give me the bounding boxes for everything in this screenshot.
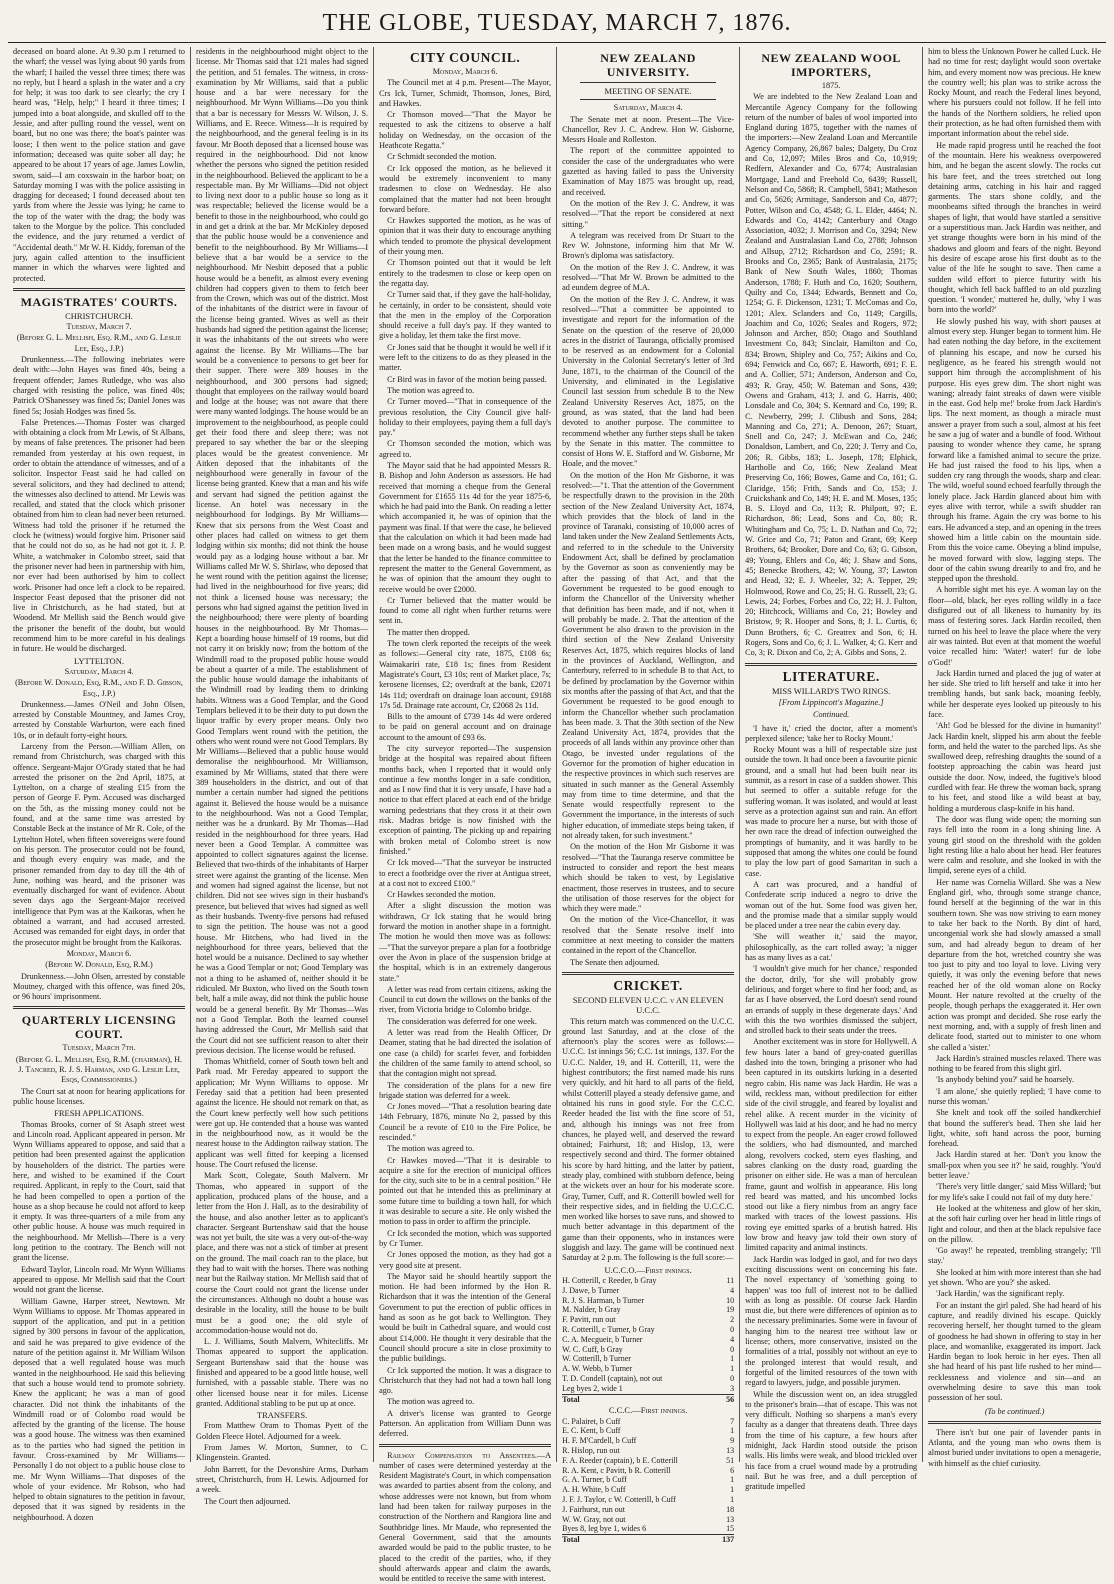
article-paragraph: After a slight discussion the motion was withdrawn, Cr Ick stating that he would bring forward the motion in another shape in a fortnight. The motion he would then move was as follows:—"That the surveyor prepare a plan for a footbridge over the Avon in place of the suspension bridge at the hospital, which is in an extremely dangerous state." xyxy=(379,901,552,983)
article-paragraph: 'I wouldn't give much for her chance,' responded the doctor, drily, 'for she will probably grow delirious, and forget where to find her food; and, as far as I have observed, the Lord doesn't send round an errands of supply in these degenerate days.' And with this the two worthies dismissed the subject, and strolled back to their seats under the trees. xyxy=(745,964,918,1036)
divider xyxy=(13,1006,185,1009)
article-paragraph: A cart was procured, and a handful of Confederate scrip induced a negro to drive the woman out of the hut. Some food was given her, and the promise made that a similar supply would be placed under a tree near the cabin every day. xyxy=(745,879,918,931)
column-6 xyxy=(923,47,1106,1468)
article-paragraph: Cr Hawkes moved—"That it is desirable to acquire a site for the erection of municipal offices for the city, such site to be in a central position." He pointed out that he intended this as preliminary at some future time to building a town hall, for which it was desirable to secure a site. He only wished the motion to pass in order to affirm the principle. xyxy=(379,1155,552,1227)
meeting-of-senate-subheading: MEETING OF SENATE. xyxy=(604,86,692,96)
article-paragraph: Thomas Brooks, corner of St Asaph street west and Lincoln road. Applicant appeared in person. Mr Wynn Williams appeared to oppose, and said that a petition had been presented against the application by householders of the district. The parties were here, and wished to be examined if the Court required. Applicant, in reply to the Court, said that he had been compelled to open a portion of the house as a shop because he could not afford to keep it empty. It was three-quarters of a mile from any other public house. A house was much required in the neighbourhood. Mr Mellish—There is a very long petition to the contrary. The Bench will not grant the license. xyxy=(13,1119,186,1263)
christchurch-subheading: CHRISTCHURCH. xyxy=(65,310,133,321)
story-source: [From Lippincott's Magazine.] xyxy=(778,696,884,707)
article-paragraph: For an instant the girl paled. She had heard of his capture, and readily divined his escape. Quickly recovering herself, her thought turned to the gleam of goodness he had shown in offering to stay in her place, and womanlike, exaggerated its import. Jack Hardin began to look heroic in her eyes. Then all she had heard of his past life rushed to her mind—recklessness and violence and sin—and an overwhelming desire to save this man took possession of her soul. xyxy=(928,1300,1102,1403)
article-paragraph: The consideration was deferred for one week. xyxy=(387,1016,537,1026)
quarterly-bench: (Before G. L. Mellish, Esq, R.M. (chairman), H. J. Tancred, R. J. S. Harman, and G. Leslie Lee, Esqs, Commissioners.) xyxy=(15,1054,183,1085)
article-paragraph: Her name was Cornelia Willard. She was a New England girl, who, through some strange chance, found herself at the beginning of the war in this southern town. She was now striving to earn money to take her back to the North. By dint of hard, uncongenial work she had slowly amassed a small sum, and had already begun to dream of her departure from the hot, wretched country she was too just to pity and too loyal to love. Living very quietly, it was only the evening before that news reached her of the old woman alone on Rocky Mount. Her nature revolted at the cruelty of the people, though perhaps the exaggerated it. Her own action was prompt and decided. She rose early the next morning, and, with a supply of fresh linen and delicate food, started out to minister to one whom she called a 'sister.' xyxy=(928,877,1102,1052)
article-paragraph: The city surveyor reported—The suspension bridge at the hospital was repaired about fifteen months back, when I reported that it would only continue a few months longer in a safe condition, and as I now find that it is very unsafe, I have had a notice to that effect placed at each end of the bridge warning pedestrians that they cross it at their own risk. Madras bridge is now finished with the exception of painting. The picking up and repairing with broken metal of Colombo street is now finished." xyxy=(379,744,552,856)
article-paragraph: Cr Ick supported the motion. It was a disgrace to Christchurch that they had not had a town hall long ago. xyxy=(379,1365,552,1396)
continued-label: Continued. xyxy=(813,710,850,720)
article-paragraph: A letter was read from certain citizens, asking the Council to cut down the willows on the banks of the river, from Victoria bridge to Colombo bridge. xyxy=(379,984,552,1015)
article-paragraph: The Mayor said he should heartily support the motion. He had been informed by the Hon R. Richardson that it was the intention of the General Government to put the erection of public offices in hand as soon as he got back to Wellington. They would be built in Cathedral square, and would cost about £14,000. He thought it very desirable that the Council should procure a site in close proximity to the public buildings. xyxy=(379,1271,552,1364)
article-paragraph: There isn't but one pair of lavender pants in Atlanta, and the young man who owns them is almost buried under invitations to open a menagerie, with himself as the chief curiosity. xyxy=(928,1427,1102,1468)
article-paragraph: Cr Turner moved—"That in consequence of the previous resolution, the City Council give half-holiday to their employees, paying them a full day's pay." xyxy=(379,397,552,438)
city-council-heading: CITY COUNCIL. xyxy=(409,50,521,65)
article-paragraph: False Pretences.—Thomas Foster was charged with obtaining a clock from Mr Lewis, of St Albans, by means of false pretences. The prisoner had been remanded from yesterday at his own request, in order to obtain the attendance of witnesses, and of a solicitor. Inspector Feast said he had called on several solicitors, and they had declined to attend; the witnesses also declined to attend. Mr Lewis was recalled, and stated that the clock which prisoner obtained from him to clean had never been returned. Witness had told the prisoner if he returned the clock he (witness) would forgive him. Prisoner said that he could not do so, as he had not got it. J. P. White, a watchmaker in Colombo street, said that the prisoner never had been in partnership with him, nor ever had been authorised by him to collect work. Prisoner had once left a clock to be repaired. Inspector Feast deposed that the prisoner did not live in Christchurch, as he had stated, but at Woodend. Mr Mellish said the Bench would give the prisoner the benefit of the doubt, but would recommend him to be more careful in his dealings in future. He would be discharged. xyxy=(13,417,186,654)
article-paragraph: The Court sat at noon for hearing applications for public house licenses. xyxy=(13,1086,186,1106)
score-row: W. W. Gray, not out 13 xyxy=(562,1514,735,1524)
article-paragraph: Larceny from the Person.—William Allen, on remand from Christchurch, was charged with this offence. Sergeant-Major O'Grady stated that he had arrested the prisoner on the 2nd April, 1875, at Lyttelton, on a charge of stealing £15 from the person of George F. Pym. Accused was discharged on the 5th, as the missing money could not be found, and at the same time was arrested by Constable Beck at the instance of Mr R. Cole, of the Lyttelton Hotel, when fifteen sovereigns were found on his person. The prosecutor could not be found, and though every enquiry was made, and the prisoner remanded from day to day till the 4th of June, nothing was heard, and the prisoner was eventually discharged for want of evidence. About seven days ago the Sergeant-Major received intelligence that Pym was at the Kaikoras, when he obtained a warrant, and had accused arrested. Accused was remanded for eight days, in order that the prosecutor might be brought from the Kaikoras. xyxy=(13,742,186,947)
score-row: F. Pavitt, run out 2 xyxy=(562,1315,735,1325)
masthead: THE GLOBE, TUESDAY, MARCH 7, 1876. xyxy=(8,6,1106,43)
score-row: G. A. Turner, b Cuff 1 xyxy=(562,1475,735,1485)
article-paragraph: Jack Hardin's strained muscles relaxed. There was nothing to be feared from this slight girl. xyxy=(928,1053,1102,1074)
divider xyxy=(580,82,716,83)
ccc-innings-subheading: C.C.C.—First innings. xyxy=(608,1405,688,1416)
score-row: F. A. Reeder (captain), b E. Cotterill 51 xyxy=(562,1455,735,1465)
article-paragraph: The Court then adjourned. xyxy=(204,1496,291,1506)
score-row: Leg byes 2, wide 1 3 xyxy=(562,1383,735,1393)
article-paragraph: Drunkenness.—The following inebriates were dealt with:—John Hayes was fined 40s, being a frequent offender; James Rutledge, who was also charged with resisting the police, was fined 40s; Patrick O'Shanessey was fined 5s; Daniel Jones was fined 5s; Josiah Hodges was fined 5s. xyxy=(13,355,186,416)
article-paragraph: On the motion of the Rev J. C. Andrew, it was resolved—"That a committee be appointed to investigate and report for the information of the Senate on the question of the reserve of 20,000 acres in the district of Tauranga, officially promised to be reserved as an endowment for a Colonial University in the Colonial Secretary's letter of 3rd June, 1871, to the chairman of the Council of the University, and eliminated in the Legislative Council last session from schedule B to the New Zealand University Reserves Act, 1875, on the ground, as was stated, that the land had been devoted to another purpose. The committee to recommend whether any further steps shall be taken by the Senate in this matter. The committee to consist of Hons W. E. Stafford and W. Gisborne, Mr Hoale, and the mover." xyxy=(562,294,735,469)
divider xyxy=(562,972,734,975)
article-paragraph: Another excitement was in store for Hollywell. A few hours later a band of grey-coated guerillas dashed into the town, bringing a prisoner who had been captured in its outskirts lurking in a deserted negro cabin. His name was Jack Hardin. He was a wild, reckless man, without predilection for either side of the civil struggle, and feared by loyalist and rebel alike. A recent murder in the vicinity of Hollywell was laid at his door, and he had no mercy to expect from the people. An eager crowd followed the soldiers, who had dismounted, and marched along, revolvers cocked, stern eyes flashing, and sabres clanking on the dusty road, guarding the prisoner on either side. He was a man of herculean frame, gaunt and wolfish in appearance. His long red beard was matted, and his uncombed locks stood out like a fiery nimbus from an angry face marked with traces of the lowest passions. His roving eye emitted sparks of a brutish hatred. His low brow and heavy jaw told their own story of limited capacity and animal instincts. xyxy=(745,1037,918,1253)
article-paragraph: William Gawne, Harper street, Newtown. Mr Wynn Williams to oppose. Mr Thomas appeared in support of the application, and put in a petition signed by 300 persons in favour of the application, and said he was prepared to give evidence of the nature of the petition against it. Mr William Wilson deposed that a well regulated house was much wanted in the neighbourhood. He said this believing that such a house would tend to promote sobriety. Knew the applicant; he was a man of good character. Did not think the inhabitants of the Windmill road or of Colombo road would be affected by the granting of the license. The house was a good house. The witness was then examined as to the parties who had signed the petition in favour. Cross-examined by Mr Williams—Personally I do not object to a public house close to me. Mr Wynn Williams—That disposes of the whole of your evidence. Mr Robson, who had helped to obtain signatures to the petition in favour, deposed that it was signed by residents in the neighbourhood. A dozen xyxy=(13,1296,186,1522)
article-paragraph: We are indebted to the New Zealand Loan and Mercantile Agency Company for the following return of the number of bales of wool imported into England during 1875, together with the names of the importers:—New Zealand Loan and Mercantile Agency Company, 26,867 bales; Dalgety, Du Croz and Co, 12,097; Miles Bros and Co, 10,919; Redfern, Alexander and Co, 6774; Australasian Mortgage, Land and Freehold Co, 6439; Russell, Nelson and Co, 5868; R. Campbell, 5841; Matheson and Co, 5626; Armitage, Sanderson and Co, 4877; Potter, Wilson and Co, 4548; G. L. Elder, 4464; N. Edwards and Co, 4142; Canterbury and Otago Association, 4032; J. Morrison and Co, 3294; New Zealand and Australasian Land Co, 2788; Johnson and Allsup, 2712; Richardson and Co, 2591; R. Brooks and Co, 2365; Bank of Australasia, 2175; Bank of New South Wales, 1860; Thomas Anderson, 1788; F. Huth and Co, 1620; Southern, Quilty and Co, 1344; Edwards, Bennett and Co, 1254; G. F. Dickenson, 1231; T. McComas and Co, 1201; Alex. Sclanders and Co, 1149; Cargills, Joachim and Co, 1026; Seales and Rogers, 972; Johnson and Archer, 850; Otago and Southland Investment Co, 843; Sinclair, Hamilton and Co, 834; Brown, Shipley and Co, 757; Aikins and Co, 694; Fenwick and Co, 667; E. Haworth, 691; F. E. and A. Collier, 571; Anderson, Anderson and Co, 493; R. Gray, 450; W. Bateman and Sons, 439; Owens and Graham, 413; J. and G. Harris, 400; Lonsdale and Co, 304; S. Kennard and Co, 199; R. C. Newberry, 299; J. Clibush and Sons, 284; Manning and Co, 271; A. Denoon, 267; Stuart, Snell and Co, 247; J. McEwan and Co, 246; Donaldson, Lambert, and Co, 220; J. Terry and Co, 206; R. Gibbs, 183; L. Joseph, 178; Elphick, Hartholle and Co, 166; New Zealand Meat Preserving Co, 166; Bowes, Game and Co, 161; G. Claridge, 156; Frith, Sands and Co, 153; J. Cruickshank and Co, 149; H. E. and M. Moses, 135; B. S. Lloyd and Co, 113; R. Philpott, 97; E. Richardson, 86; Lead, Sons and Co, 80; R. Whitingham and Co, 75; L. D. Nathan and Co, 72; W. Grice and Co, 71; Paton and Grant, 69; Keep Brothers, 64; Brooker, Dore and Co, 63; G. Gibson, 49; Young, Ehlers and Co, 46; J. Shaw and Sons, 45; Benecke Brothers, 42; W. Young, 37; Lawton and Head, 32; E. J. Wheeler, 32; A. Tepper, 29; Holmwood, Rowe and Co, 25; H. G. Russell, 23; G. Lewis, 24; Forbes, Forbes and Co, 22; H. J. Fulton, 20; Hitchcock, Williams and Co, 21; Bowley and Bristow, 9; R. Hooper and Sons, 8; J. L. Curtis, 6; Dunn Brothers, 6; C. Greatrex and Son, 6; H. Rogers, Sons and Co, 6; J. L. Walker, 4; G. Kerr and Co, 3; R. Dixon and Co, 2; A. Gibbs and Sons, 2. xyxy=(745,92,918,658)
article-paragraph: Cr Jones opposed the motion, as they had got a very good site at present. xyxy=(379,1250,552,1270)
score-row: C. Palairet, b Cuff 7 xyxy=(562,1416,735,1426)
article-paragraph: A telegram was received from Dr Stuart to the Rev W. Johnstone, informing him that Mr W. Brown's diploma was satisfactory. xyxy=(562,230,735,261)
score-row: R. Cotterill, c Turner, b Gray 0 xyxy=(562,1324,735,1334)
columns xyxy=(8,47,1106,1584)
article-paragraph: He looked at the whiteness and glow of her skin, at the soft hair curling over her head in little rings of light and colour, and then at the black repulsive face on the pillow. xyxy=(928,1203,1102,1244)
divider xyxy=(745,663,917,666)
transfers-subheading: TRANSFERS. xyxy=(256,1410,308,1421)
wool-importers-year: 1875. xyxy=(821,81,841,90)
article-paragraph: Jack Hardin stared at her. 'Don't you know the small-pox when you see it?' he said, roughly. 'You'd better leave.' xyxy=(928,1150,1102,1181)
christchurch-date: Tuesday, March 7. xyxy=(66,322,132,332)
article-paragraph: Cr Turner said that, if they gave the half-holiday, he certainly, in order to be consistent, should vote that the men in the employ of the Corporation should receive a full day's pay. If they wanted to give a holiday, let them take the first move. xyxy=(379,290,552,341)
article-paragraph: —A number of cases were determined yesterday at the Resident Magistrate's Court, in which compensation was awarded to parties absent from the colony, and whose addresses were not known, but from whom land had been taken for railway purposes in the construction of the Northern and Rangiora line and Southbridge lines. Mr Maude, who represented the General Government, said that the amounts awarded would be paid to the public trustee, to be placed to the credit of the parties, who, if they should afterwards appear and claim the awards, would be entitled to receive the same with interest. xyxy=(379,1450,552,1584)
score-row: J. Fairhurst, run out 18 xyxy=(562,1504,735,1514)
divider xyxy=(928,1421,1101,1424)
column-5 xyxy=(740,47,923,1492)
article-paragraph: Mark Scott, Colegate, South Malvern. Mr Thomas, who appeared in support of the application, produced plans of the house, and a letter from the Hon J. Hall, as to the desirability of the house, and also another letter as to applicant's character. Sergeant Burtenshaw said that the house was not yet built, the site was a very out-of-the-way place, and there was not a stick of timber at present on the ground. The mail coach ran to the place, but they had to wait with the horses. There was nothing near but the Railway station. Mr Mellish said that of course the Court could not grant the license under the circumstances. Although no doubt a house was desirable in the locality, still the house to be built must be a good one; the old style of accommodation-house would not do. xyxy=(196,1171,369,1335)
quarterly-licensing-heading: QUARTERLY LICENSING COURT. xyxy=(21,1013,177,1042)
article-paragraph: Cr Thomson seconded the motion, which was agreed to. xyxy=(379,439,552,459)
article-paragraph: He slowly pushed his way, with short pauses at almost every step. Hunger began to torment him. He had eaten nothing the day before, in the excitement of planning his escape, and now he cursed his negligence, as he feared his strength would not support him through the accomplishment of his purpose. His eyes grew dim. The short night was waning; already faint streaks of dawn were visible in the east. God help me!' broke from Jack Hardin's lips. The next moment, as though a miracle must answer a prayer from such a soul, almost at his feet he saw a jug of water and a bundle of food. Without pausing to wonder whence they came, he sprang forward like a famished animal to secure the prize. He had just raised the food to his lips, when a sudden cry rang through the woods, sharp and clear. The wild, woeful sound echoed fearfully through the lonely place. Jack Hardin glanced about him with eyes alive with terror, while a swift shudder ran through his frame. Again the cry was borne to his ears. He advanced a step, and an opening in the trees showed him a little cabin on the mountain side. From this the voice came. Obeying a blind impulse, he moved forward with slow, lagging steps. The door of the cabin swung drearily to and fro, and he stepped upon the threshold. xyxy=(928,316,1102,584)
score-row: W. C. Cuff, b Gray 0 xyxy=(562,1344,735,1354)
score-row: C. A. Mecgueir, b Turner 4 xyxy=(562,1334,735,1344)
score-row: R. J. S. Harman, b Turner 10 xyxy=(562,1295,735,1305)
city-council-date: Monday, March 6. xyxy=(432,67,498,76)
lyttelton-bench: (Before W. Donald, Esq, R.M., and F. D. Gibson, Esq., J.P.) xyxy=(15,678,183,698)
article-paragraph: 'She will weather it,' said the mayor, philosophically, as the cart rolled away; 'a nigger has as many lives as a cat.' xyxy=(745,932,918,963)
article-paragraph: Cr Ick seconded the motion, which was supported by Cr Turner. xyxy=(379,1228,552,1248)
article-paragraph: 'I have it,' cried the doctor, after a moment's perplexed silence; 'take her to Rocky Mount.' xyxy=(745,723,918,743)
article-paragraph: A horrible sight met his eye. A woman lay on the floor—old, black, her eyes rolling wildly in a face disfigured out of all likeness to humanity by its mass of festering sores. Jack Hardin recoiled, then turned on his heel to leave the place where the very air was tainted. But even at that moment the woeful voice recalled him: 'Water! water! fur de lobe o'God!' xyxy=(928,585,1102,667)
quarterly-date: Tuesday, March 7th. xyxy=(62,1043,136,1053)
christchurch-bench: (Before G. L. Mellish, Esq. R.M., and G. Leslie Lee, Esq., J.P.) xyxy=(16,333,182,353)
article-paragraph: Cr Turner believed that the matter would be found to come all right when further returns were sent in. xyxy=(379,595,552,626)
article-paragraph: Drunkenness.—John Olsen, arrested by constable Moutney, charged with this offence, was fined 20s, or 96 hours' imprisonment. xyxy=(13,971,186,1002)
story-title: MISS WILLARD'S TWO RINGS. xyxy=(771,685,891,696)
inquest-conclusion: deceased on board alone. At 9.30 p.m I returned to the wharf; the vessel was lying about 90 yards from the wharf; I hailed the vessel three times; there was no reply, but I heard a splash in the water and a cry for help; it was too dark to see clearly; the cry I heard was, "Help, help;" I heard it three times; I jumped into a boat alongside, and skulled off to the Jessie, and after pulling round the vessel, went on board, but no one was there; the boat's painter was loose; I then went to the police station and gave information; deceased was quite sober all day; he appeared to be about 17 years of age. James Lowlin, sworn, said—I am coxswain in the harbor boat; on Saturday morning I was with the police assisting in dragging for deceased; I found deceased about ten yards from where the Jessie was lying; he came to the top of the water with the drag; the body was taken to the Morgue by the police. This concluded the evidence, and the jury returned a verdict of "Accidental death." Mr W. H. Kiddy, foreman of the jury, again called attention to the insufficient manner in which the wharves were lighted and protected. xyxy=(13,47,186,283)
score-total-row: Total 56 xyxy=(562,1394,735,1404)
wool-importers-heading: NEW ZEALAND WOOL IMPORTERS, xyxy=(761,51,901,79)
lyttelton-subheading: LYTTELTON. xyxy=(74,655,124,666)
cricket-heading: CRICKET. xyxy=(613,977,683,993)
article-paragraph: L. J. Williams, South Malvern, Whitecliffs. Mr Thomas appeared to support the application. Sergeant Burtenshaw said that the house was finished and appeared to be a good little house, well furnished, with a passable stable. There was no other licensed house near it for miles. License granted. Additional stabling to be put up at once. xyxy=(196,1337,369,1408)
article-paragraph: 'Jack Hardin,' was the significant reply. xyxy=(936,1289,1065,1299)
article-paragraph: The motion was agreed to. xyxy=(387,1397,475,1407)
article-paragraph: The report of the committee appointed to consider the case of the undergraduates who were gazetted as having failed to pass the University Examination of May 1875 was brought up, read, and received. xyxy=(562,146,735,197)
article-paragraph: The matter then dropped. xyxy=(387,627,470,637)
score-row: R. Hislop, run out 13 xyxy=(562,1446,735,1455)
article-paragraph: On the motion of the Rev J. C. Andrew, it was resolved—"That Mr W. Brown be admitted to the ad eundem degree of M.A. xyxy=(562,262,735,293)
monday-bench: (Before W. Donald, Esq, R.M.) xyxy=(45,960,153,970)
article-paragraph: him to bless the Unknown Power he called Luck. He had no time for rest; daylight would soon overtake him, and every moment now was precious. He knew the country well; his plan was to strike across the Rocky Mount, and reach the Federal lines beyond, where his pursuers could not follow. If he fell into the hands of the Northern soldiers, he relied upon their protection, as he had often furnished them with important information about the rebel side. xyxy=(928,47,1102,139)
article-paragraph: Bills to the amount of £739 14s 4d were ordered to be paid on general account and on drainage account to the amount of £93 6s. xyxy=(379,712,552,742)
article-paragraph: A letter was read from the Health Officer, Dr Deamer, stating that he had directed the isolation of one case (a child) for scarlet fever, and forbidden the children of the same family to attend school, so that the contagion might not spread. xyxy=(379,1028,552,1079)
article-paragraph: Cr Bird was in favor of the motion being passed. xyxy=(387,374,547,384)
article-paragraph: On the motion of the Vice-Chancellor, it was resolved that the Senate resolve itself into committee at next meeting to consider the matters contained in the report of the Chancellor. xyxy=(562,915,735,956)
article-paragraph: The door was flung wide open; the morning sun rays fell into the room in a long shining line. A young girl stood on the threshold with the golden light resting like a halo about her head. Her features were calm and resolute, and she looked in with the limpid, serene eyes of a child. xyxy=(928,814,1102,876)
column-1 xyxy=(8,47,191,1522)
article-paragraph: Cr Schmidt seconded the motion. xyxy=(387,152,497,162)
senate-date: Saturday, March 4. xyxy=(613,103,683,113)
score-row: H. Cotterill, c Reeder, b Gray 11 xyxy=(562,1275,735,1285)
column-2 xyxy=(191,47,374,1506)
monday-date: Monday, March 6. xyxy=(66,948,132,958)
article-paragraph: Cr Ick moved—"That the surveyor be instructed to erect a footbridge over the river at Antigua street, at a cost not to exceed £100." xyxy=(379,858,552,888)
score-row: M. Nalder, b Gray 19 xyxy=(562,1305,735,1315)
article-paragraph: Cr Jones said that he thought it would be well if it were left to the citizens to do as they pleased in the matter. xyxy=(379,342,552,373)
score-row: A. H. White, b Cuff 1 xyxy=(562,1485,735,1495)
article-paragraph: 'There's very little danger,' said Miss Willard; 'but for my life's sake I could not fail of my duty here.' xyxy=(928,1182,1102,1202)
to-be-continued: (To be continued.) xyxy=(984,1406,1045,1416)
article-paragraph: The consideration of the plans for a new fire brigade station was deferred for a week. xyxy=(379,1080,552,1100)
article-paragraph: He made rapid progress until he reached the foot of the mountain. Here his weakness overpowered him, and he began the ascent slowly. The rocks cut his bare feet, and the trees stretched out long detaining arms, catching in his hair and ragged garments. The stars shone coldly, and the moonbeams sifted through the branches in weird shapes of light, that would have startled a sensitive or a superstitious man. Jack Hardin was neither, and yet strange thoughts were born in his mind of the shadows and gloom and fears of the night. Beyond his desire of escape arose his first doubt as to the value of the life he sought to save. Then came a sudden wild effort to pierce futurity with his thought, which fell back baffled to an old puzzling question. 'I wonder,' muttered he, dully, 'why I was born into the world?' xyxy=(928,140,1102,315)
score-row: Byes 8, leg bye 1, wides 6 15 xyxy=(562,1524,735,1534)
score-row: J. F. J. Taylor, c W. Cotterill, b Cuff 1 xyxy=(562,1494,735,1504)
article-paragraph: Cr Ick opposed the motion, as he believed it would be extremely inconvenient to many tradesmen to close on Wednesday. He also complained that the matter had not been brought forward before. xyxy=(379,163,552,214)
fresh-applications-subheading: FRESH APPLICATIONS. xyxy=(54,1108,144,1119)
score-row: W. Cotterill, b Turner 1 xyxy=(562,1354,735,1364)
railway-compensation-heading: Railway Compensation to Absentees. xyxy=(387,1450,537,1460)
ccc-scorecard xyxy=(562,1417,734,1545)
score-row: J. Dawe, b Turner 4 xyxy=(562,1285,735,1295)
article-paragraph: The Mayor said that he had appointed Messrs R. B. Bishop and John Anderson as assessors. He had received that morning a cheque from the General Government for £1655 11s 4d for the year 1875-6, which he had paid into the Bank. On reading a letter which accompanied it, he was of opinion that the payment was final. If that were the case, he believed that the calculation on which it had been made had been made on a wrong basis, and he would suggest that the letter be handed to the finance committee to represent the matter to the General Government, as he was of opinion that the amount they ought to receive would be over £2000. xyxy=(379,460,552,594)
score-row: T. D. Condell (captain), not out 0 xyxy=(562,1373,735,1383)
article-paragraph: John Barrett, for the Devonshire Arms, Durham street, Christchurch, from H. Lewis. Adjourned for a week. xyxy=(196,1464,369,1495)
cricket-subheading: SECOND ELEVEN U.C.C. v AN ELEVEN U.C.C. xyxy=(572,994,724,1016)
article-paragraph: She looked at him with more interest than she had yet shown. 'Who are you?' she asked. xyxy=(928,1267,1102,1288)
score-row: H. F. M'Cardell, b Cuff 9 xyxy=(562,1436,735,1446)
score-total-row: Total 137 xyxy=(562,1535,735,1545)
article-paragraph: The Senate then adjourned. xyxy=(570,957,660,967)
article-paragraph: Thomas Whitfield, corner of South town belt and Park road. Mr Fereday appeared to support the application; Mr Wynn Williams to oppose. Mr Fereday said that a petition had been presented against the licence. He should not remark on that, as the Court knew perfectly well how such petitions were got up. He contended that a house was wanted in the neighbourhood now, as it would be the nearest house to the Addington railway station. The applicant was well fitted for keeping a licensed house. The Court refused the license. xyxy=(196,1057,369,1170)
column-4 xyxy=(557,47,740,1545)
article-paragraph: The motion was agreed to. xyxy=(387,1144,475,1154)
article-paragraph: Rocky Mount was a hill of respectable size just outside the town. It had once been a favourite picnic ground, and a small hut had been built near its summit, as a resort in case of a sudden shower. This hut seemed to offer a suitable refuge for the suffering woman. It was isolated, and would at least serve as a protection against sun and rain. An effort was made to procure her a nurse, but with those of her own race the dread of infection outweighed the promptings of humanity, and it was hardly to be supposed that among the whites one could be found to play the low part of good Samaritan in such a case. xyxy=(745,745,918,878)
article-paragraph: From James W. Morton, Sumner, to C. Klingenstein. Granted. xyxy=(196,1443,369,1463)
divider xyxy=(13,288,185,291)
article-paragraph: The town clerk reported the receipts of the week as follows:—General city rate, 1875, £108 6s; Waimakariri rate, £18 1s; fines from Resident Magistrate's Court, £3 10s; rent of Market place, 7s; kerosene licenses, £2; overdraft at the bank, £2071 14s 11d; overdraft on drainage loan account, £9188 17s 5d. Drainage rate account, Cr, £2068 2s 11d. xyxy=(379,639,552,710)
divider xyxy=(379,1444,551,1447)
article-paragraph: The motion was agreed to. xyxy=(387,385,475,395)
article-paragraph: On the motion of the Hon Mr Gisborne, it was resolved:—"1. That the attention of the Government be respectfully drawn to the provision in the 20th section of the New Zealand University Act, 1874, which provides that the block of land in the province of Taranaki, consisting of 10,000 acres of land taken under the New Zealand Settlements Acts, and referred to in the schedule to the University Endowment Act, shall be defined by proclamation by the Governor as soon as conveniently may be after the passing of that Act, and that the Government be requested to be good enough to inform the Chancellor of the University whether that definition has been made, and if not, when it will probably be made. 2. That the attention of the Government be also drawn to the provision in the third section of the New Zealand University Reserves Act, 1875, which requires blocks of land in the provinces of Auckland, Wellington, and Canterbury, referred to in schedule B to that Act, to be defined by proclamation by the Governor within six months after the passing of that Act, and that the Government be requested to be good enough to inform the Chancellor whether such proclamation has been made. 3. That the 30th section of the New Zealand University Act, 1874, provides that the proceeds of all lands within any province other than Otago, be invested under regulations of the Governor for the promotion of higher education in the respective provinces in which such reserves are situated in such manner as the General Assembly may from time to time determine, and that the Senate would respectfully represent to the Government the importance, in the interests of such higher education, of immediate steps being taken, if not already taken, for such investment." xyxy=(562,470,735,841)
article-paragraph: 'Go away!' he repeated, trembling strangely; 'I'll stay.' xyxy=(928,1246,1102,1266)
article-paragraph: Cr Thomson pointed out that it would be left entirely to the tradesmen to close or keep open on the regatta day. xyxy=(379,258,552,288)
article-paragraph: Drunkenness.—James O'Neil and John Olsen, arrested by Constable Mountney, and James Croy, arrested by Constable Warburton, were each fined 10s, or in default forty-eight hours. xyxy=(13,699,186,740)
ucc-innings-subheading: U.C.C.O.—First innings. xyxy=(604,1264,692,1275)
article-paragraph: She knelt and took off the soiled handkerchief that bound the sufferer's head. Then she laid her light, white, soft hand across the poor, burning forehead. xyxy=(928,1108,1102,1149)
article-paragraph: Edward Taylor, Lincoln road. Mr Wynn Williams appeared to oppose. Mr Mellish said that the Court would not grant the license. xyxy=(13,1264,186,1295)
article-paragraph: residents in the neighbourhood might object to the license. Mr Thomas said that 121 males had signed the petition, and 51 females. The witness, in cross-examination by Mr Williams, said that a public house and a bar were necessary for the neighbourhood. Mr Wynn Williams—Do you think that a bar is necessary for Messrs W. Wilson, J. S. Williams, and E. Reece. Witness—It is required by the neighbourhood, and the general feeling is in its favour. Mr Booth deposed that a licensed house was required in the neighbourhood. Did not know whether the persons who signed the petition resided in the neighbourhood. Believed the applicant to be a respectable man. By Mr Williams—Did not object to living next door to a public house so long as it was respectable; believed the license would be a benefit to those in the neighbourhood, who could go in and get a drink at the bar. Mr McKinley deposed that the public house would be a convenience and benefit to the neighbourhood. By Mr Williams—I believe that a bar would be a service to the neighbourhood. Mr Nesbitt deposed that a public house would be a benefit, as almost every evening children had coppers given to them to fetch beer from the Crown, which was out of the district. Most of the inhabitants of the district were in favour of the license being granted. Wives as well as their husbands had signed the petition against the license; it was the inhabitants of the out streets who were against the license. By Mr Williams—The bar would be a convenience to persons to get beer for their supper. There were 389 houses in the neighbourhood, and 300 persons had signed; thought that employees on the railway would board and lodge at the house; was not aware that there were many wanted lodgings. The house would be an improvement to the neighbourhood, as people could get their food there and sleep there; was not prepared to say whether the bar or the sleeping places would be the greatest convenience. Mr Aitken deposed that the inhabitants of the neighbourhood were generally in favour of the license being granted. Knew that a man and his wife and servant had signed the petition against the license. An hotel was necessary in the neighbourhood for lodgings. By Mr Williams—Knew that six persons from the West Coast and other places had called on witness to get them lodging within six months; did not think the house would pay as a lodging house without a bar. Mr Williams called Mr W. S. Shirlaw, who deposed that he went round with the petition against the license; had lived in the neighbourhood for five years; did not think a licensed house was necessary; the persons who had signed against the petition lived in the neighbourhood; there were plenty of boarding houses in the neighbourhood. By Mr Thomas—Kept a boarding house himself of 19 rooms, but did not carry it on briskly now; from the bottom of the Windmill road to the proposed public house would be about a quarter of a mile. The establishment of the public house would damage the inhabitants of the Windmill road by leading them to drinking habits. Witness was a Good Templar, and the Good Templars believed it to be their duty to put down the liquor traffic by every proper means. Only two Good Templars went round with the petition, the others who went round were not Good Templars. By Mr Williams—Believed that a public house would demoralise the neighbourhood. Mr Williamson, examined by Mr Williams, stated that there were 389 householders in the district, and out of that number a certain number had signed the petitions against it. Believed the house would be a nuisance to the neighbourhood. Was not a Good Templar, neither was he a drunkard. By Mr Thomas—Had resided in the neighbourhood for three years. Had never been a Good Templar. A committee was appointed to collect signatures against the license. Believed that two-thirds of the inhabitants of Harper street were against the granting of the license. Men and women had signed against the license, but not children. Did not see wives sign in their husband's presence, but believed that wives had signed as well as their husbands. Twenty-five persons had refused to sign the petition. The house was not a good house. Mr Hitchens, who had lived in the neighbourhood for three years, believed that the hotel would be a nuisance. Declined to say whether he was a Good Templar or not; Good Templary was not a thing to be ashamed of, neither should it be ridiculed. Mr Buxton, who lived on the South town belt, half a mile away, did not think the public house would be a general benefit. By Mr Thomas—Was not a Good Templar. Both the learned counsel having addressed the Court, Mr Mellish said that the Court did not see sufficient reason to alter their previous decision. The license would be refused. xyxy=(196,47,369,1055)
article-paragraph: The Council met at 4 p.m. Present—The Mayor, Crs Ick, Turner, Schmidt, Thomson, Jones, Bird, and Hawkes. xyxy=(379,78,552,108)
article-paragraph: Cr Thomson moved—"That the Mayor be requested to ask the citizens to observe a half holiday on Wednesday, on the occasion of the Heathcote Regatta." xyxy=(379,110,552,151)
article-paragraph: Jack Hardin turned and placed the jug of water at her side. She tried to lift herself and take it into her trembling hands, but sank back, moaning feebly, while her desperate eyes looked up piteously to his face. xyxy=(928,668,1102,719)
literature-heading: LITERATURE. xyxy=(782,668,880,684)
divider xyxy=(580,99,716,100)
article-paragraph: 'Ah! God be blessed for the divine in humanity!' Jack Hardin knelt, slipped his arm about the feeble form, and held the water to the parched lips. As she swallowed deep, refreshing draughts the sound of a footstep approaching the cabin was heard just outside the door. Now, indeed, the fugitive's blood curdled with fear. He threw the woman back, sprang to his feet, and stood like a wild beast at bay, holding a murderous clasp-knife in his hand. xyxy=(928,721,1102,813)
ucc-scorecard xyxy=(562,1276,734,1404)
article-paragraph: While the discussion went on, an idea struggled to the prisoner's brain—that of escape. This was not very difficult. Nothing so sharpens a man's every faculty as a danger that threatens death. Three days from the time of his capture, a few hours after midnight, Jack Hardin stood outside the prison walls. His limbs were weak, and blood trickled over his face from a cruel wound made by a protruding nail. But he was free, and a dull perception of gratitude impelled xyxy=(745,1389,918,1492)
article-paragraph: The Senate met at noon. Present—The Vice-Chancellor, Rev J. C. Andrew. Hon W. Gisborne, Messrs Hoale and Rolleston. xyxy=(562,114,735,145)
score-row: E. C. Kent, b Cuff 1 xyxy=(562,1426,735,1436)
article-paragraph: On the motion of the Rev J. C. Andrew, it was resolved—"That the report be considered at next sitting." xyxy=(562,198,735,229)
article-paragraph: 'I am alone,' she quietly replied; 'I have come to nurse this woman.' xyxy=(928,1086,1102,1106)
score-row: A. W. Webb, b Turner 1 xyxy=(562,1364,735,1374)
article-paragraph: Cr Hawkes seconded the motion. xyxy=(387,890,496,900)
nz-university-heading: NEW ZEALAND UNIVERSITY. xyxy=(600,51,696,79)
score-row: R. A. Kent, c Pavitt, b R. Cotterill 6 xyxy=(562,1465,735,1475)
article-paragraph: From Matthew Oram to Thomas Pyett of the Golden Fleece Hotel. Adjourned for a week. xyxy=(196,1421,369,1441)
article-paragraph: Cr Hawkes supported the motion, as he was of opinion that it was their duty to encourage anything which tended to promote the physical development of their young men. xyxy=(379,216,552,257)
article-paragraph: This return match was commenced on the U.C.C. ground last Saturday, and at the close of the afternoon's play the scores were as follows:—U.C.C. 1st innings 56; C.C. 1st innings, 137. For the U.C.C. Nalder, 19, and H. Cotterill, 11, were the highest contributors; the first named made his runs very quickly, and hit hard to all parts of the field, whilst Cotterill played a steady defensive game, and obtained his runs in good style. For the C.C.C. Reeder headed the list with the fine score of 51, and, although his innings was not free from chances, he played well, and deserved the reward obtained; Fairhurst, 18; and Hislop, 13, were respectively second and third. The former obtained his score by hard hitting, and the latter by patient, steady play, combined with stubborn defence, being at the wickets over an hour for his moderate score. Gray, Turner, Cuff, and R. Cotterill bowled well for their respective sides, and in fielding the U.C.C.C. men worked like horses to save runs, and showed to much better advantage in this department of the game than their opponents, who in instances were sluggish and lazy. The game will be continued next Saturday at 2 p.m. The following is the full score:— xyxy=(562,1016,735,1263)
article-paragraph: 'Is anybody behind you?' said he hoarsely. xyxy=(936,1075,1074,1085)
lyttelton-date: Saturday, March 4. xyxy=(64,666,134,676)
article-paragraph: On the motion of the Hon Mr Gisborne it was resolved—"That the Tauranga reserve committee be instructed to consider and report the best means which should be taken to vest, by Legislative enactment, those reserves in trustees, and to secure the utilisation of those reserves for the object for which they were made." xyxy=(562,842,735,914)
article-paragraph: Cr Jones moved—"That a resolution bearing date 14th February, 1876, minute No 2, passed by this Council be a revote of £10 to the Fire Police, be rescinded." xyxy=(379,1102,552,1142)
article-paragraph: A driver's license was granted to George Patterson. An application from William Dunn was deferred. xyxy=(379,1408,552,1439)
article-paragraph: Jack Hardin was lodged in gaol, and for two days exciting discussions went on concerning his fate. The novel expectancy of 'something going to happen' was too full of interest not to be dallied with as long as possible. Of course Jack Hardin must die, but there were differences of opinion as to the necessary preliminaries. Some were in favour of hanging him to the nearest tree without law or license; others, more conservative, insisted on the formalities of a trial, possibly not without an eye to the prolonged interest that would result, and forgetful of the limited resources of the town with regard to lawyers, judge, and possible jurymen. xyxy=(745,1254,918,1388)
column-3 xyxy=(374,47,557,1584)
magistrates-courts-heading: MAGISTRATES' COURTS. xyxy=(20,294,178,309)
